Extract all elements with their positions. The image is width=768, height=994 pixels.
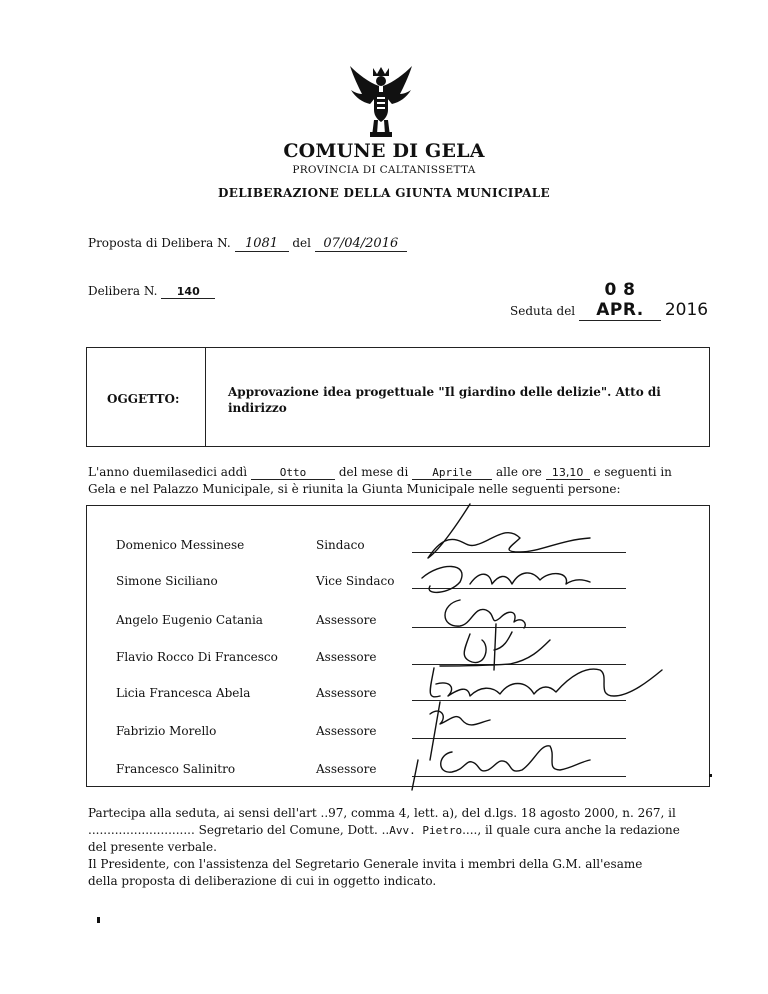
delibera-number: 140 [161,285,215,299]
member-role: Sindaco [316,538,365,552]
footer-line-2 [88,823,680,837]
proposta-label: Proposta di Delibera N. [88,236,231,250]
member-role: Assessore [316,613,377,627]
oggetto-divider [205,348,206,446]
footer-line-1: Partecipa alla seduta, ai sensi dell'art ..97, comma 4, lett. a), del d.lgs. 18 agosto 2000, n. 267, il [88,806,676,820]
member-role: Vice Sindaco [316,574,395,588]
session-text-d: e seguenti in [593,465,672,479]
secretary-name: Avv. Pietro [389,824,463,837]
session-line-2: Gela e nel Palazzo Municipale, si è riunita la Giunta Municipale nelle seguenti persone: [88,482,621,496]
proposta-line [88,236,407,252]
member-name: Domenico Messinese [116,538,245,552]
session-line-1 [88,465,672,480]
member-name: Simone Siciliano [116,574,218,588]
member-name: Fabrizio Morello [116,724,217,738]
member-signatures-icon [400,500,700,800]
member-name: Angelo Eugenio Catania [116,613,263,627]
member-name: Francesco Salinitro [116,762,236,776]
scan-speck [97,917,100,923]
delibera-line [88,284,215,299]
footer-line-4: Il Presidente, con l'assistenza del Segretario Generale invita i membri della G.M. all'esame [88,857,643,871]
proposta-number: 1081 [235,236,289,252]
oggetto-label: OGGETTO: [107,392,180,406]
deliberation-heading: DELIBERAZIONE DELLA GIUNTA MUNICIPALE [218,186,550,200]
footer-line-3: del presente verbale. [88,840,217,854]
oggetto-text-line2: indirizzo [228,401,287,415]
gela-eagle-emblem-icon [348,64,414,138]
footer-line-5: della proposta di deliberazione di cui in oggetto indicato. [88,874,437,888]
session-time: 13,10 [546,466,590,480]
proposta-date: 07/04/2016 [315,236,407,252]
member-name: Licia Francesca Abela [116,686,251,700]
seduta-year: 2016 [664,300,709,320]
member-role: Assessore [316,724,377,738]
session-text-a: L'anno duemilasedici addì [88,465,248,479]
member-role: Assessore [316,762,377,776]
oggetto-text-line1: Approvazione idea progettuale "Il giardino delle delizie". Atto di [228,385,661,399]
footer-line-2-b: ...., il quale cura anche la redazione [462,823,680,837]
session-text-c: alle ore [495,465,542,479]
proposta-del-label: del [292,236,311,250]
member-role: Assessore [316,650,377,664]
member-name: Flavio Rocco Di Francesco [116,650,278,664]
session-month: Aprile [412,466,492,480]
province-subtitle: PROVINCIA DI CALTANISSETTA [292,164,476,176]
session-day: Otto [251,466,335,480]
comune-title: COMUNE DI GELA [283,140,485,162]
seduta-line [510,280,708,321]
oggetto-text [228,384,661,416]
session-text-b: del mese di [338,465,409,479]
seduta-label: Seduta del [510,304,576,318]
scan-speck [709,774,712,777]
delibera-label: Delibera N. [88,284,158,298]
footer-line-2-a: ............................ Segretario del Comune, Dott. .. [88,823,390,837]
member-role: Assessore [316,686,377,700]
seduta-date-stamp: 0 8 APR. [579,280,661,321]
oggetto-box [86,347,710,447]
